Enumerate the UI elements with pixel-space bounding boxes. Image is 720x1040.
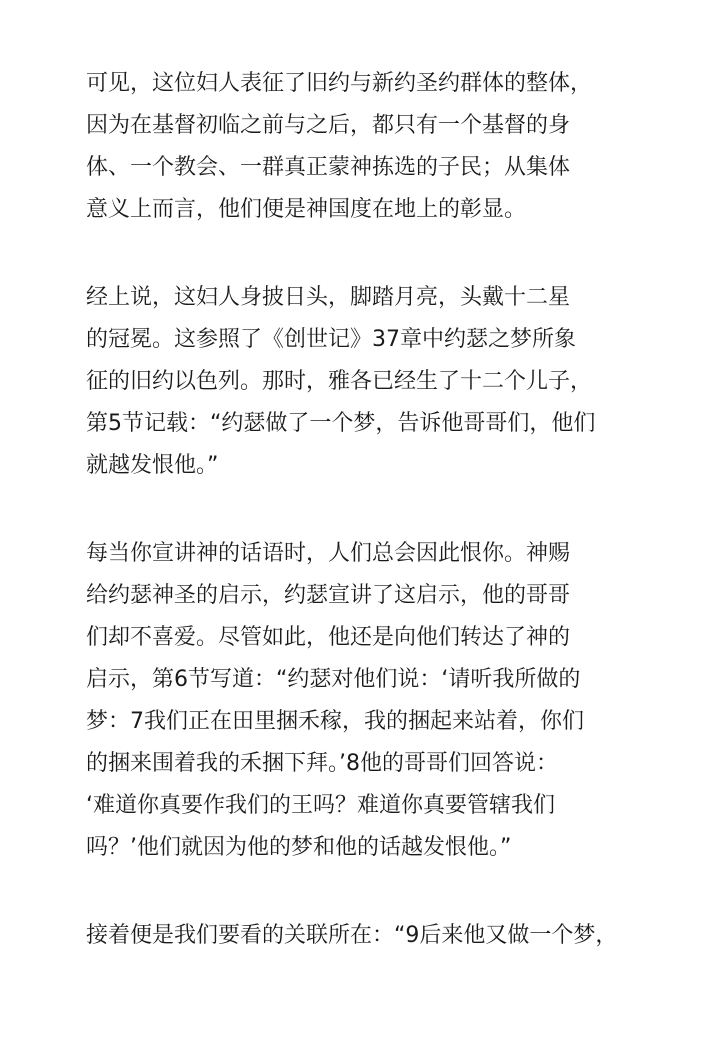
text-line: 给约瑟神圣的启示，约瑟宣讲了这启示，他的哥哥 xyxy=(86,583,571,608)
paragraph-2 xyxy=(86,277,656,487)
text-line: 们却不喜爱。尽管如此，他还是向他们转达了神的 xyxy=(86,625,571,650)
paragraph-1 xyxy=(86,63,656,231)
text-line: 意义上而言，他们便是神国度在地上的彰显。 xyxy=(86,197,527,222)
text-line: 可见，这位妇人表征了旧约与新约圣约群体的整体， xyxy=(86,71,593,96)
text-line: 第5节记载：“约瑟做了一个梦，告诉他哥哥们，他们 xyxy=(86,411,596,436)
text-line: 体、一个教会、一群真正蒙神拣选的子民；从集体 xyxy=(86,155,571,180)
text-line: 梦：7我们正在田里捆禾稼，我的捆起来站着，你们 xyxy=(86,709,584,734)
text-line: 每当你宣讲神的话语时，人们总会因此恨你。神赐 xyxy=(86,541,571,566)
text-line: 接着便是我们要看的关联所在：“9后来他又做一个梦， xyxy=(86,923,618,948)
text-line: 征的旧约以色列。那时，雅各已经生了十二个儿子， xyxy=(86,369,593,394)
paragraph-3 xyxy=(86,533,656,869)
text-line: ‘难道你真要作我们的王吗？难道你真要管辖我们 xyxy=(86,793,555,818)
text-line: 的冠冕。这参照了《创世记》37章中约瑟之梦所象 xyxy=(86,327,576,352)
article-body xyxy=(86,63,656,1003)
text-line: 吗？’他们就因为他的梦和他的话越发恨他。” xyxy=(86,835,512,860)
text-line: 就越发恨他。” xyxy=(86,453,219,478)
text-line: 启示，第6节写道：“约瑟对他们说：‘请听我所做的 xyxy=(86,667,581,692)
text-line: 的捆来围着我的禾捆下拜。’8他的哥哥们回答说： xyxy=(86,751,558,776)
text-line: 经上说，这妇人身披日头，脚踏月亮，头戴十二星 xyxy=(86,285,571,310)
paragraph-4 xyxy=(86,915,656,957)
text-line: 因为在基督初临之前与之后，都只有一个基督的身 xyxy=(86,113,571,138)
